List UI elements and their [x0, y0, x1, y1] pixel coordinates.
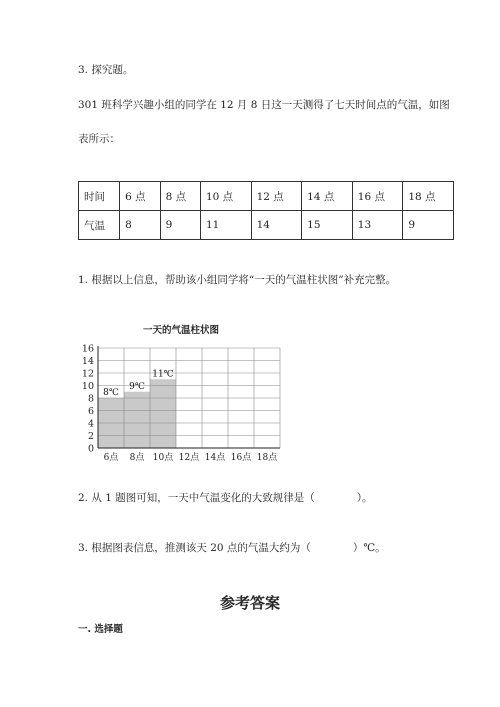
table-cell: 9 — [403, 211, 454, 240]
table-cell: 8 点 — [160, 182, 200, 211]
answer-heading: 参考答案 — [219, 594, 280, 612]
chart-y-tick-label: 14 — [81, 356, 94, 367]
intro-text-line2: 表所示： — [78, 133, 120, 145]
chart-x-tick-label: 18点 — [256, 453, 278, 463]
chart-x-tick-label: 16点 — [230, 453, 252, 463]
chart-x-tick-label: 8点 — [129, 453, 145, 463]
table-cell: 16 点 — [352, 182, 403, 211]
table-cell: 11 — [200, 211, 251, 240]
chart-y-tick-label: 6 — [87, 406, 94, 417]
chart-y-tick-label: 4 — [87, 418, 94, 430]
chart-y-tick-label: 8 — [87, 393, 94, 405]
table-cell: 14 点 — [302, 182, 353, 211]
question-1: 1. 根据以上信息，帮助该小组同学将“一天的气温柱状图”补充完整。 — [78, 274, 397, 286]
temperature-bar-chart — [70, 338, 300, 468]
chart-x-tick-label: 6点 — [103, 453, 119, 463]
chart-x-tick-label: 10点 — [152, 453, 174, 463]
chart-bar — [124, 392, 150, 448]
table-row-time — [79, 182, 454, 211]
chart-x-tick-label: 12点 — [178, 453, 200, 463]
chart-data-label: 11℃ — [152, 369, 174, 380]
table-cell: 18 点 — [403, 182, 454, 211]
chart-title: 一天的气温柱状图 — [143, 325, 220, 336]
chart-y-tick-label: 10 — [81, 381, 94, 392]
table-cell: 9 — [160, 211, 200, 240]
table-cell: 8 — [120, 211, 160, 240]
intro-text-line1: 301 班科学兴趣小组的同学在 12 月 8 日这一天测得了七天时间点的气温，如图 — [78, 99, 450, 111]
table-cell: 14 — [251, 211, 302, 240]
table-cell: 10 点 — [200, 182, 251, 211]
table-cell: 13 — [352, 211, 403, 240]
chart-y-tick-label: 0 — [87, 443, 94, 455]
chart-bar — [150, 379, 176, 448]
table-row-temp — [79, 211, 454, 240]
section-heading-choice: 一. 选择题 — [78, 624, 123, 635]
temperature-table — [78, 181, 454, 240]
question-2: 2. 从 1 题图可知，一天中气温变化的大致规律是（ ）。 — [78, 492, 373, 504]
chart-data-label: 8℃ — [103, 388, 119, 398]
table-header-time: 时间 — [79, 182, 120, 211]
chart-data-label: 9℃ — [129, 381, 145, 392]
table-header-temp: 气温 — [79, 211, 120, 240]
question-3: 3. 根据图表信息，推测该天 20 点的气温大约为（ ）℃。 — [78, 542, 386, 554]
table-cell: 15 — [302, 211, 353, 240]
chart-y-tick-label: 16 — [81, 343, 94, 355]
chart-y-tick-label: 12 — [81, 368, 94, 380]
table-cell: 6 点 — [120, 182, 160, 211]
chart-x-tick-label: 14点 — [204, 453, 226, 463]
question-3-title: 3. 探究题。 — [78, 64, 134, 76]
chart-y-tick-label: 2 — [87, 431, 94, 442]
table-cell: 12 点 — [251, 182, 302, 211]
